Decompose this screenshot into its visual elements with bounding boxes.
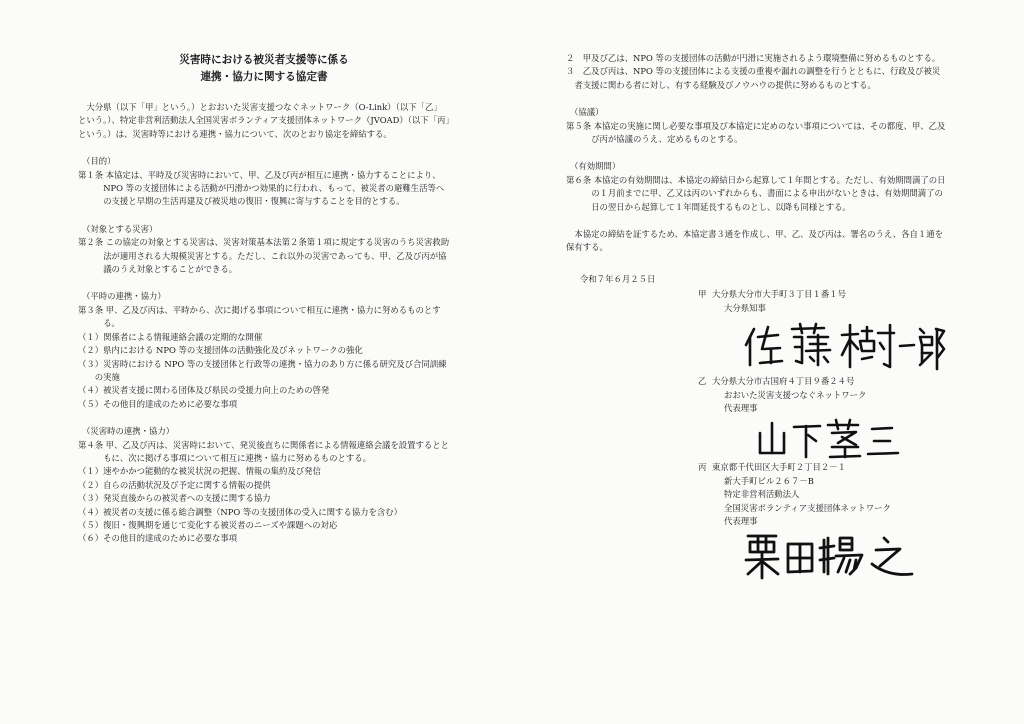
list-item: （１）速やかかつ能動的な被災状況の把握、情報の集約及び発信 <box>78 466 321 477</box>
article-4-paragraph-3: ３ 乙及び丙は、NPO 等の支援団体による支援の重複や漏れの調整を行うとともに、行政及び被災者支援に関わる者に対し、有する経験及びノウハウの提供に努めるものとする。 <box>566 66 941 90</box>
section-consultation <box>566 106 946 146</box>
list-item: （５）その他目的達成のために必要な事項 <box>78 398 238 409</box>
party-title: 代表理事 <box>724 402 758 413</box>
section-heading: （協議） <box>570 107 604 118</box>
party-title: 大分県知事 <box>724 302 766 313</box>
signature-sato <box>566 315 946 375</box>
party-mark: 甲 <box>698 289 707 300</box>
left-column <box>78 52 450 560</box>
list-item: （４）被災者支援に関わる団体及び県民の受援力向上のための啓発 <box>78 385 330 396</box>
party-mark: 乙 <box>698 376 707 387</box>
signature-yamashita <box>566 415 946 461</box>
section-peacetime <box>78 290 450 411</box>
closing-statement: 本協定の締結を証するため、本協定書３通を作成し、甲、乙、及び丙は、署名のうえ、各自１通を保有する。 <box>566 229 944 253</box>
handwritten-signature-1 <box>566 315 946 375</box>
title-line-2: 連携・協力に関する協定書 <box>200 71 328 83</box>
party-organization-type: 特定非営利活動法人 <box>724 489 800 500</box>
section-article-4-continued <box>566 52 946 92</box>
party-otsu <box>566 375 946 415</box>
list-item: （５）復旧・復興期を通じて変化する被災者のニーズや課題への対応 <box>78 519 338 530</box>
article-2: 第２条 この協定の対象とする災害は、災害対策基本法第２条第１項に規定する災害のうち災害救助法が適用される大規模災害とする。ただし、これ以外の災害であっても、甲、乙及び丙が協議のうえ対象とすることができる。 <box>78 237 450 275</box>
party-address: 大分県大分市古国府４丁目９番２４号 <box>712 376 855 387</box>
party-ko <box>566 288 946 315</box>
party-mark: 丙 <box>698 462 707 473</box>
article-4-paragraph-2: ２ 甲及び乙は、NPO 等の支援団体の活動が円滑に実施されるよう環境整備に努めるものとする。 <box>566 53 941 63</box>
section-disaster-time <box>78 425 450 546</box>
handwritten-signature-3 <box>566 528 946 582</box>
section-heading: （対象とする災害） <box>82 223 158 234</box>
article-5: 第５条 本協定の実施に関し必要な事項及び本協定に定めのない事項については、その都度、甲、乙及び丙が協議のうえ、定めるものとする。 <box>566 120 946 145</box>
section-target-disaster <box>78 223 450 277</box>
party-address-building: 新大手町ビル２６７－B <box>724 475 814 486</box>
list-item: （３）発災直後からの被災者への支援に関する協力 <box>78 493 271 504</box>
list-item: （２）県内における NPO 等の支援団体の活動強化及びネットワークの強化 <box>78 345 363 356</box>
right-column <box>566 52 946 582</box>
list-item: （２）自らの活動状況及び予定に関する情報の提供 <box>78 479 271 490</box>
party-organization: 全国災害ボランティア支援団体ネットワーク <box>724 502 891 513</box>
party-hei <box>566 461 946 528</box>
list-item: （３）災害時における NPO 等の支援団体と行政等の連携・協力のあり方に係る研究及び合同訓練の実施 <box>78 358 447 382</box>
handwritten-signature-2 <box>566 415 946 461</box>
agreement-date: 令和７年６月２５日 <box>580 273 656 284</box>
section-heading: （有効期間） <box>570 161 621 172</box>
section-heading: （目的） <box>82 156 116 167</box>
section-heading: （災害時の連携・協力） <box>82 426 175 437</box>
section-heading: （平時の連携・協力） <box>82 291 166 302</box>
article-3: 第３条 甲、乙及び丙は、平時から、次に掲げる事項について相互に連携・協力に努めるものとする。 <box>78 304 441 329</box>
list-item: （４）被災者の支援に係る総合調整（NPO 等の支援団体の受入に関する協力を含む） <box>78 506 402 517</box>
section-validity <box>566 160 946 214</box>
article-1: 第１条 本協定は、平時及び災害時において、甲、乙及び丙が相互に連携・協力することにより、NPO 等の支援団体による活動が円滑かつ効果的に行われ、もって、被災者の避難生活等への支援と早期の生活再建及び被災地の復旧・復興に寄与することを目的とする。 <box>78 169 445 207</box>
party-address: 大分県大分市大手町３丁目１番１号 <box>712 289 846 300</box>
party-title: 代表理事 <box>724 515 758 526</box>
title-line-1: 災害時における被災者支援等に係る <box>179 54 349 66</box>
preamble: 大分県（以下「甲」という。）とおおいた災害支援つなぐネットワーク（O-Link）（以下「乙」という。）、特定非営利活動法人全国災害ボランティア支援団体ネットワーク（JVOAD）（以下「丙」という。）は、災害時等における連携・協力について、次のとおり協定を締結する。 <box>78 102 450 139</box>
party-organization: おおいた災害支援つなぐネットワーク <box>724 389 867 400</box>
signature-kurita <box>566 528 946 582</box>
list-item: （１）関係者による情報連絡会議の定期的な開催 <box>78 331 263 342</box>
article-6: 第６条 本協定の有効期間は、本協定の締結日から起算して１年間とする。ただし、有効期間満了の日の１月前までに甲、乙又は丙のいずれからも、書面による申出がないときは、有効期間満了の日の翌日から起算して１年間延長するものとし、以降も同様とする。 <box>566 174 946 212</box>
section-purpose <box>78 155 450 209</box>
article-4: 第４条 甲、乙及び丙は、災害時において、発災後直ちに関係者による情報連絡会議を設置するとともに、次に掲げる事項について相互に連携・協力に努めるものとする。 <box>78 439 449 463</box>
party-address: 東京都千代田区大手町２丁目２－１ <box>712 462 846 473</box>
list-item: （６）その他目的達成のために必要な事項 <box>78 533 238 544</box>
document-title <box>78 52 450 86</box>
